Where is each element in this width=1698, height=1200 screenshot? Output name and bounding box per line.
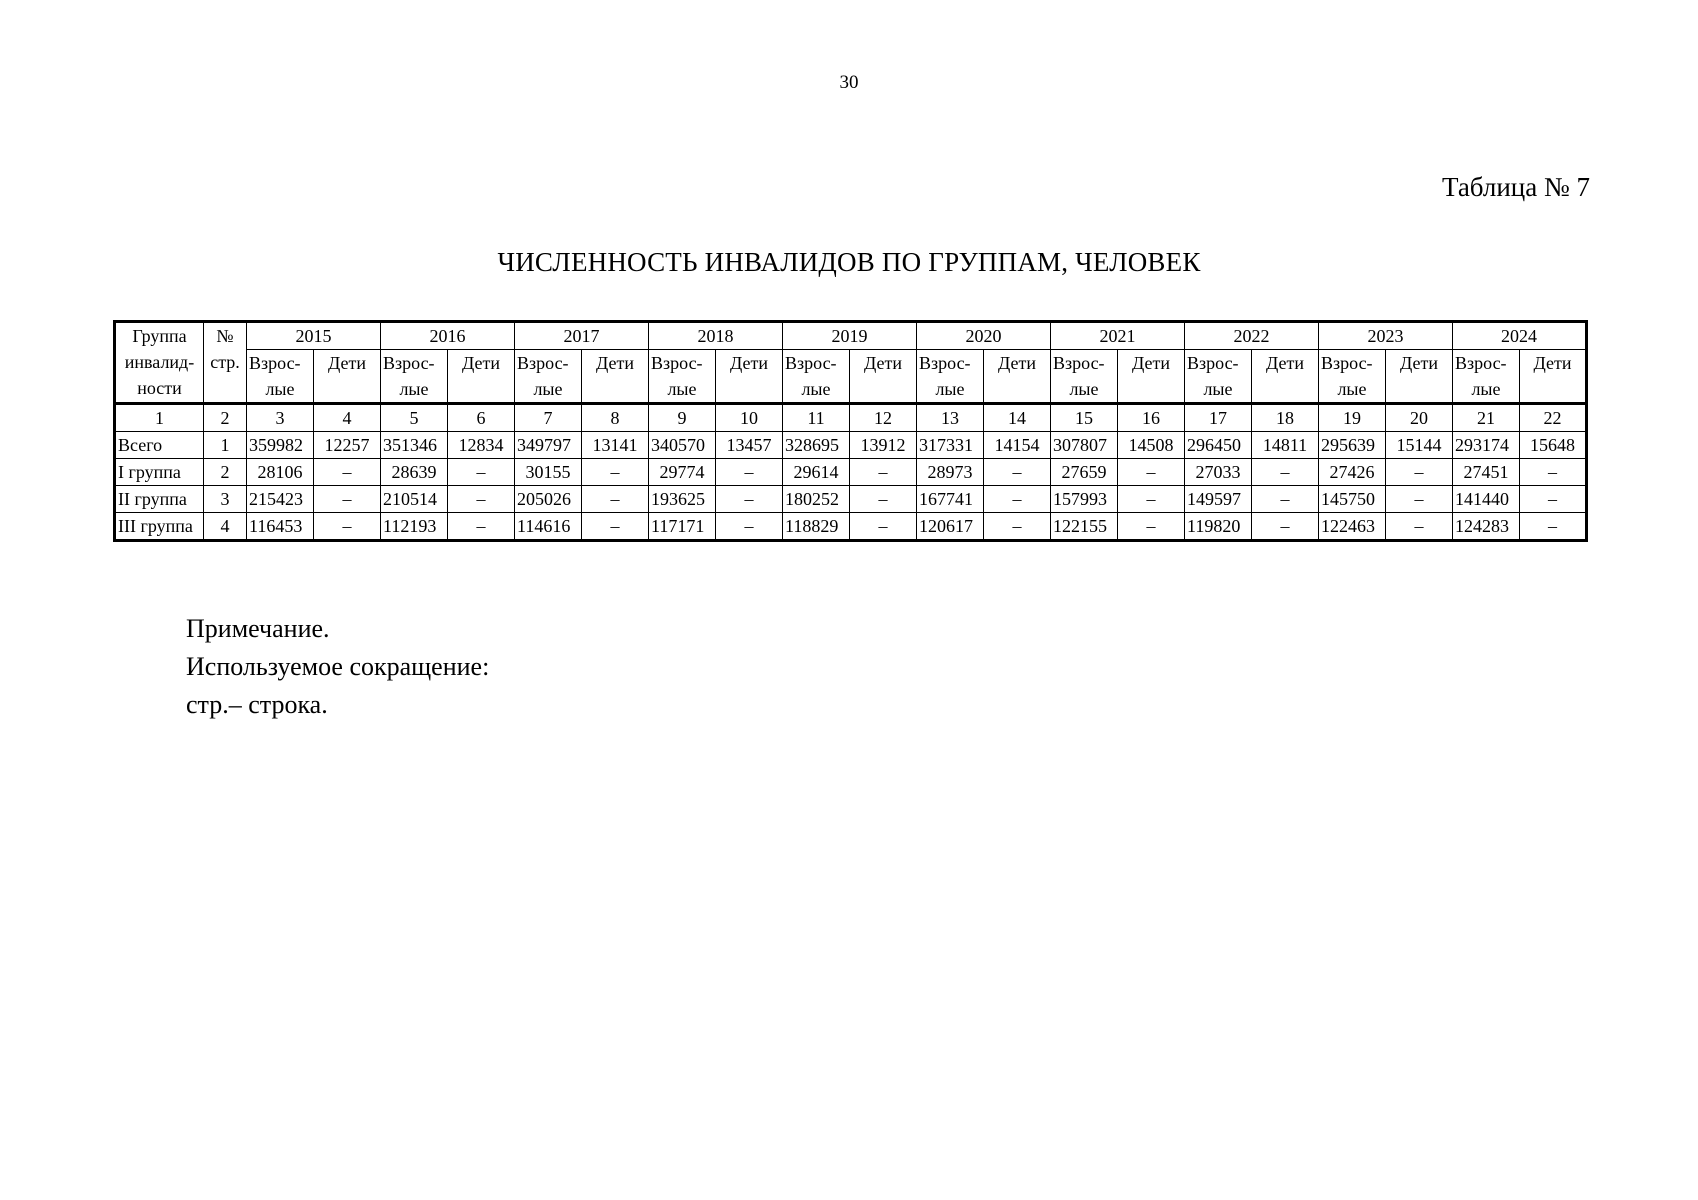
header-children: Дети xyxy=(314,350,381,404)
header-year: 2019 xyxy=(783,322,917,350)
note-line-2: стр.– строка. xyxy=(186,690,328,719)
column-number: 4 xyxy=(314,404,381,432)
column-number: 6 xyxy=(448,404,515,432)
cell-children: – xyxy=(448,459,515,486)
header-row-categories xyxy=(115,350,1587,404)
cell-children: – xyxy=(716,486,783,513)
cell-children: 13912 xyxy=(850,432,917,459)
header-adults xyxy=(783,350,850,404)
header-adults-line: Взрос- xyxy=(919,353,971,373)
note-line-1: Используемое сокращение: xyxy=(186,652,490,681)
row-group-label: III группа xyxy=(115,513,204,541)
cell-adults: 351346 xyxy=(381,432,448,459)
header-group-line: ности xyxy=(137,378,182,398)
column-number: 2 xyxy=(204,404,247,432)
cell-children: – xyxy=(582,513,649,541)
header-adults xyxy=(381,350,448,404)
column-number: 17 xyxy=(1185,404,1252,432)
header-adults xyxy=(649,350,716,404)
cell-adults: 116453 xyxy=(247,513,314,541)
cell-children: – xyxy=(850,459,917,486)
header-year: 2024 xyxy=(1453,322,1587,350)
header-children: Дети xyxy=(1252,350,1319,404)
column-number: 12 xyxy=(850,404,917,432)
note-heading: Примечание. xyxy=(186,614,330,643)
cell-adults: 27426 xyxy=(1319,459,1386,486)
column-number: 8 xyxy=(582,404,649,432)
header-year: 2018 xyxy=(649,322,783,350)
header-children: Дети xyxy=(716,350,783,404)
cell-adults: 340570 xyxy=(649,432,716,459)
cell-adults: 210514 xyxy=(381,486,448,513)
header-adults xyxy=(1453,350,1520,404)
cell-children: 13457 xyxy=(716,432,783,459)
cell-adults: 141440 xyxy=(1453,486,1520,513)
column-number: 16 xyxy=(1118,404,1185,432)
header-year: 2016 xyxy=(381,322,515,350)
header-adults-line: лые xyxy=(667,379,697,399)
cell-adults: 215423 xyxy=(247,486,314,513)
column-number: 5 xyxy=(381,404,448,432)
header-adults-line: Взрос- xyxy=(1187,353,1239,373)
cell-children: – xyxy=(1252,459,1319,486)
cell-children: 13141 xyxy=(582,432,649,459)
cell-adults: 27033 xyxy=(1185,459,1252,486)
cell-adults: 328695 xyxy=(783,432,850,459)
cell-children: – xyxy=(716,513,783,541)
table-row xyxy=(115,432,1587,459)
table-row xyxy=(115,513,1587,541)
column-number: 21 xyxy=(1453,404,1520,432)
cell-children: 12257 xyxy=(314,432,381,459)
cell-children: 14811 xyxy=(1252,432,1319,459)
header-adults-line: Взрос- xyxy=(1321,353,1373,373)
cell-adults: 167741 xyxy=(917,486,984,513)
cell-adults: 118829 xyxy=(783,513,850,541)
cell-children: – xyxy=(984,486,1051,513)
cell-adults: 112193 xyxy=(381,513,448,541)
column-number: 9 xyxy=(649,404,716,432)
cell-children: – xyxy=(1386,486,1453,513)
header-group xyxy=(115,322,204,404)
header-adults xyxy=(515,350,582,404)
cell-children: – xyxy=(1520,486,1587,513)
header-adults xyxy=(1051,350,1118,404)
disability-groups-table xyxy=(113,320,1588,542)
cell-children: – xyxy=(1118,513,1185,541)
cell-children: – xyxy=(448,513,515,541)
cell-children: – xyxy=(314,513,381,541)
cell-adults: 29614 xyxy=(783,459,850,486)
cell-adults: 27659 xyxy=(1051,459,1118,486)
header-adults-line: лые xyxy=(399,379,429,399)
cell-children: – xyxy=(1118,486,1185,513)
header-children: Дети xyxy=(1118,350,1185,404)
cell-children: – xyxy=(984,513,1051,541)
cell-adults: 205026 xyxy=(515,486,582,513)
header-row-years xyxy=(115,322,1587,350)
header-adults-line: лые xyxy=(265,379,295,399)
cell-adults: 122463 xyxy=(1319,513,1386,541)
header-adults-line: лые xyxy=(533,379,563,399)
header-year: 2020 xyxy=(917,322,1051,350)
cell-children: – xyxy=(1386,513,1453,541)
cell-children: – xyxy=(1520,513,1587,541)
cell-children: – xyxy=(314,459,381,486)
cell-children: 14508 xyxy=(1118,432,1185,459)
row-group-label: I группа xyxy=(115,459,204,486)
cell-children: 12834 xyxy=(448,432,515,459)
row-number: 4 xyxy=(204,513,247,541)
cell-children: – xyxy=(984,459,1051,486)
column-number: 10 xyxy=(716,404,783,432)
header-year: 2017 xyxy=(515,322,649,350)
header-adults xyxy=(1319,350,1386,404)
column-number: 20 xyxy=(1386,404,1453,432)
column-number: 13 xyxy=(917,404,984,432)
header-adults-line: лые xyxy=(801,379,831,399)
row-number: 2 xyxy=(204,459,247,486)
cell-adults: 122155 xyxy=(1051,513,1118,541)
cell-adults: 157993 xyxy=(1051,486,1118,513)
header-adults-line: Взрос- xyxy=(785,353,837,373)
column-number: 19 xyxy=(1319,404,1386,432)
cell-adults: 193625 xyxy=(649,486,716,513)
column-number: 14 xyxy=(984,404,1051,432)
row-number: 1 xyxy=(204,432,247,459)
cell-adults: 295639 xyxy=(1319,432,1386,459)
header-adults-line: лые xyxy=(935,379,965,399)
header-group-line: инвалид- xyxy=(124,352,195,372)
column-number: 1 xyxy=(115,404,204,432)
header-number-line: № xyxy=(216,326,234,346)
cell-adults: 359982 xyxy=(247,432,314,459)
cell-adults: 149597 xyxy=(1185,486,1252,513)
cell-adults: 27451 xyxy=(1453,459,1520,486)
header-adults xyxy=(917,350,984,404)
header-year: 2023 xyxy=(1319,322,1453,350)
cell-children: – xyxy=(1520,459,1587,486)
header-children: Дети xyxy=(1386,350,1453,404)
column-number: 15 xyxy=(1051,404,1118,432)
table-label: Таблица № 7 xyxy=(1442,172,1590,202)
cell-adults: 119820 xyxy=(1185,513,1252,541)
cell-adults: 114616 xyxy=(515,513,582,541)
header-adults xyxy=(247,350,314,404)
header-year: 2022 xyxy=(1185,322,1319,350)
header-adults-line: Взрос- xyxy=(1455,353,1507,373)
column-number: 18 xyxy=(1252,404,1319,432)
page-number: 30 xyxy=(839,72,859,93)
row-number: 3 xyxy=(204,486,247,513)
cell-children: – xyxy=(582,459,649,486)
header-adults xyxy=(1185,350,1252,404)
header-children: Дети xyxy=(850,350,917,404)
cell-adults: 124283 xyxy=(1453,513,1520,541)
header-children: Дети xyxy=(582,350,649,404)
table-title: ЧИСЛЕННОСТЬ ИНВАЛИДОВ ПО ГРУППАМ, ЧЕЛОВЕК xyxy=(497,247,1201,277)
row-group-label: Всего xyxy=(115,432,204,459)
cell-adults: 180252 xyxy=(783,486,850,513)
header-year: 2021 xyxy=(1051,322,1185,350)
header-adults-line: лые xyxy=(1203,379,1233,399)
header-adults-line: Взрос- xyxy=(383,353,435,373)
header-adults-line: лые xyxy=(1069,379,1099,399)
header-children: Дети xyxy=(1520,350,1587,404)
header-adults-line: Взрос- xyxy=(517,353,569,373)
cell-children: 14154 xyxy=(984,432,1051,459)
header-adults-line: Взрос- xyxy=(1053,353,1105,373)
cell-children: – xyxy=(314,486,381,513)
cell-adults: 30155 xyxy=(515,459,582,486)
cell-children: – xyxy=(1386,459,1453,486)
cell-children: – xyxy=(850,513,917,541)
cell-adults: 28639 xyxy=(381,459,448,486)
cell-children: – xyxy=(850,486,917,513)
header-year: 2015 xyxy=(247,322,381,350)
header-children: Дети xyxy=(448,350,515,404)
cell-adults: 307807 xyxy=(1051,432,1118,459)
header-adults-line: лые xyxy=(1337,379,1367,399)
cell-children: – xyxy=(1118,459,1185,486)
column-number: 22 xyxy=(1520,404,1587,432)
header-group-line: Группа xyxy=(132,326,187,346)
header-row-number xyxy=(204,322,247,404)
table-row xyxy=(115,459,1587,486)
header-children: Дети xyxy=(984,350,1051,404)
header-adults-line: лые xyxy=(1471,379,1501,399)
header-adults-line: Взрос- xyxy=(651,353,703,373)
column-number: 7 xyxy=(515,404,582,432)
header-number-line: стр. xyxy=(210,352,240,372)
cell-adults: 29774 xyxy=(649,459,716,486)
cell-children: – xyxy=(1252,513,1319,541)
cell-adults: 120617 xyxy=(917,513,984,541)
column-number-row xyxy=(115,404,1587,432)
cell-adults: 28973 xyxy=(917,459,984,486)
cell-children: 15648 xyxy=(1520,432,1587,459)
cell-adults: 28106 xyxy=(247,459,314,486)
header-adults-line: Взрос- xyxy=(249,353,301,373)
cell-children: – xyxy=(716,459,783,486)
cell-children: – xyxy=(1252,486,1319,513)
cell-adults: 296450 xyxy=(1185,432,1252,459)
column-number: 3 xyxy=(247,404,314,432)
cell-adults: 349797 xyxy=(515,432,582,459)
column-number: 11 xyxy=(783,404,850,432)
cell-children: – xyxy=(582,486,649,513)
cell-children: – xyxy=(448,486,515,513)
table-row xyxy=(115,486,1587,513)
cell-children: 15144 xyxy=(1386,432,1453,459)
row-group-label: II группа xyxy=(115,486,204,513)
cell-adults: 117171 xyxy=(649,513,716,541)
cell-adults: 317331 xyxy=(917,432,984,459)
cell-adults: 293174 xyxy=(1453,432,1520,459)
cell-adults: 145750 xyxy=(1319,486,1386,513)
